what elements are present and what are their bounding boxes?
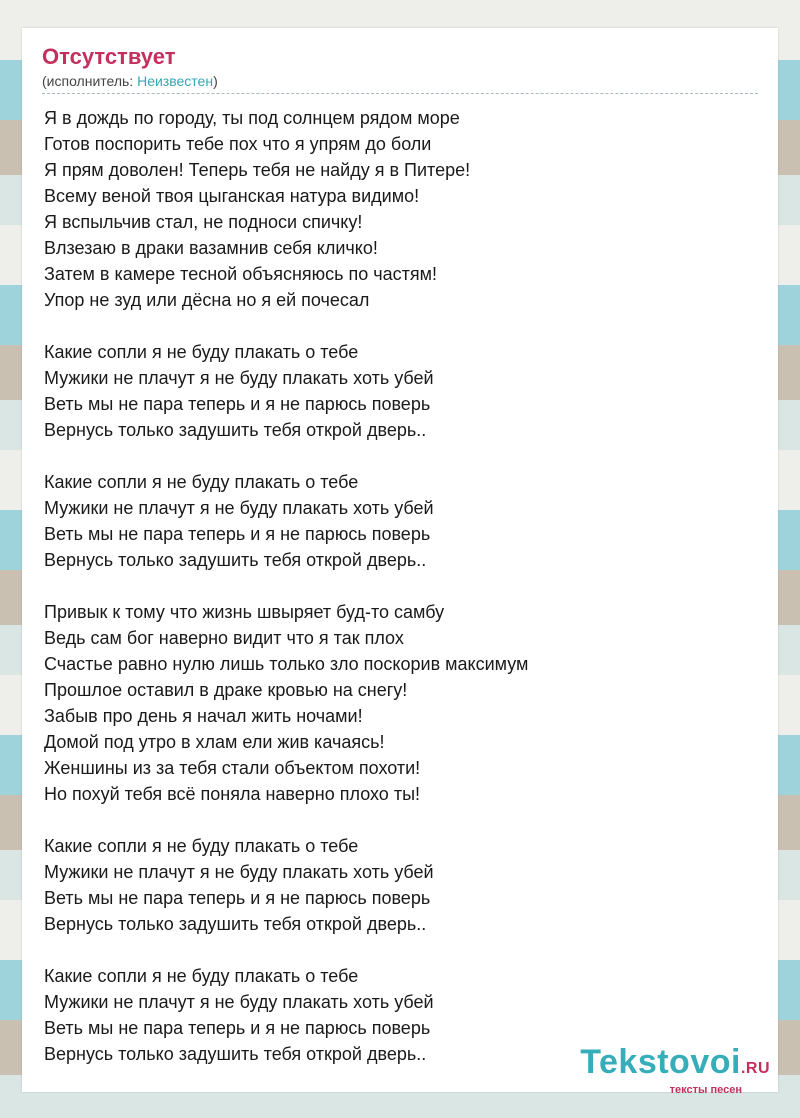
artist-suffix: ) <box>213 73 218 89</box>
lyrics-line: Какие сопли я не буду плакать о тебе <box>44 836 359 856</box>
lyrics-line: Веть мы не пара теперь и я не парюсь поверь <box>44 1018 431 1038</box>
lyrics-line: Мужики не плачут я не буду плакать хоть убей <box>44 368 434 388</box>
lyrics-line: Домой под утро в хлам ели жив качаясь! <box>44 732 385 752</box>
lyrics-line: Я прям доволен! Теперь тебя не найду я в Питере! <box>44 160 471 180</box>
lyrics-line: Вернусь только задушить тебя открой дверь.. <box>44 420 427 440</box>
lyrics-line: Веть мы не пара теперь и я не парюсь поверь <box>44 524 431 544</box>
logo-wordmark <box>580 1045 770 1086</box>
logo-name: Tekstovoi <box>580 1043 741 1081</box>
lyrics-stanza <box>44 599 744 807</box>
lyrics-line: Мужики не плачут я не буду плакать хоть убей <box>44 992 434 1012</box>
lyrics-line: Упор не зуд или дёсна но я ей почесал <box>44 290 370 310</box>
logo-tagline: тексты песен <box>669 1084 742 1096</box>
lyrics-line: Вернусь только задушить тебя открой дверь.. <box>44 550 427 570</box>
lyrics-line: Прошлое оставил в драке кровью на снегу! <box>44 680 408 700</box>
song-title: Отсутствует <box>42 44 176 69</box>
lyrics-body <box>44 105 744 1067</box>
lyrics-line: Счастье равно нулю лишь только зло поскорив максимум <box>44 654 529 674</box>
lyrics-line: Вернусь только задушить тебя открой дверь.. <box>44 1044 427 1064</box>
lyrics-line: Вернусь только задушить тебя открой дверь.. <box>44 914 427 934</box>
lyrics-line: Затем в камере тесной объясняюсь по частям! <box>44 264 438 284</box>
lyrics-line: Влзезаю в драки вазамнив себя кличко! <box>44 238 378 258</box>
lyrics-line: Мужики не плачут я не буду плакать хоть убей <box>44 498 434 518</box>
site-logo[interactable] <box>580 1045 770 1096</box>
lyrics-line: Я в дождь по городу, ты под солнцем рядом море <box>44 108 460 128</box>
logo-tld: .RU <box>740 1060 770 1077</box>
artist-prefix: (исполнитель: <box>42 73 138 89</box>
lyrics-line: Женшины из за тебя стали объектом похоти! <box>44 758 421 778</box>
lyrics-line: Какие сопли я не буду плакать о тебе <box>44 966 359 986</box>
lyrics-line: Веть мы не пара теперь и я не парюсь поверь <box>44 394 431 414</box>
lyrics-stanza <box>44 105 744 313</box>
lyrics-line: Веть мы не пара теперь и я не парюсь поверь <box>44 888 431 908</box>
lyrics-stanza <box>44 833 744 937</box>
artist-line <box>42 72 758 90</box>
lyrics-line: Я вспыльчив стал, не подноси спичку! <box>44 212 363 232</box>
lyrics-line: Мужики не плачут я не буду плакать хоть убей <box>44 862 434 882</box>
lyrics-line: Готов поспорить тебе пох что я упрям до боли <box>44 134 432 154</box>
lyrics-line: Какие сопли я не буду плакать о тебе <box>44 342 359 362</box>
lyrics-stanza <box>44 469 744 573</box>
lyrics-line: Ведь сам бог наверно видит что я так плох <box>44 628 404 648</box>
lyrics-line: Привык к тому что жизнь швыряет буд-то самбу <box>44 602 445 622</box>
artist-link[interactable]: Неизвестен <box>137 73 214 89</box>
lyrics-stanza <box>44 339 744 443</box>
lyrics-line: Какие сопли я не буду плакать о тебе <box>44 472 359 492</box>
song-header <box>42 43 758 94</box>
lyrics-line: Забыв про день я начал жить ночами! <box>44 706 363 726</box>
lyrics-line: Но похуй тебя всё поняла наверно плохо ты! <box>44 784 421 804</box>
lyrics-line: Всему веной твоя цыганская натура видимо! <box>44 186 420 206</box>
